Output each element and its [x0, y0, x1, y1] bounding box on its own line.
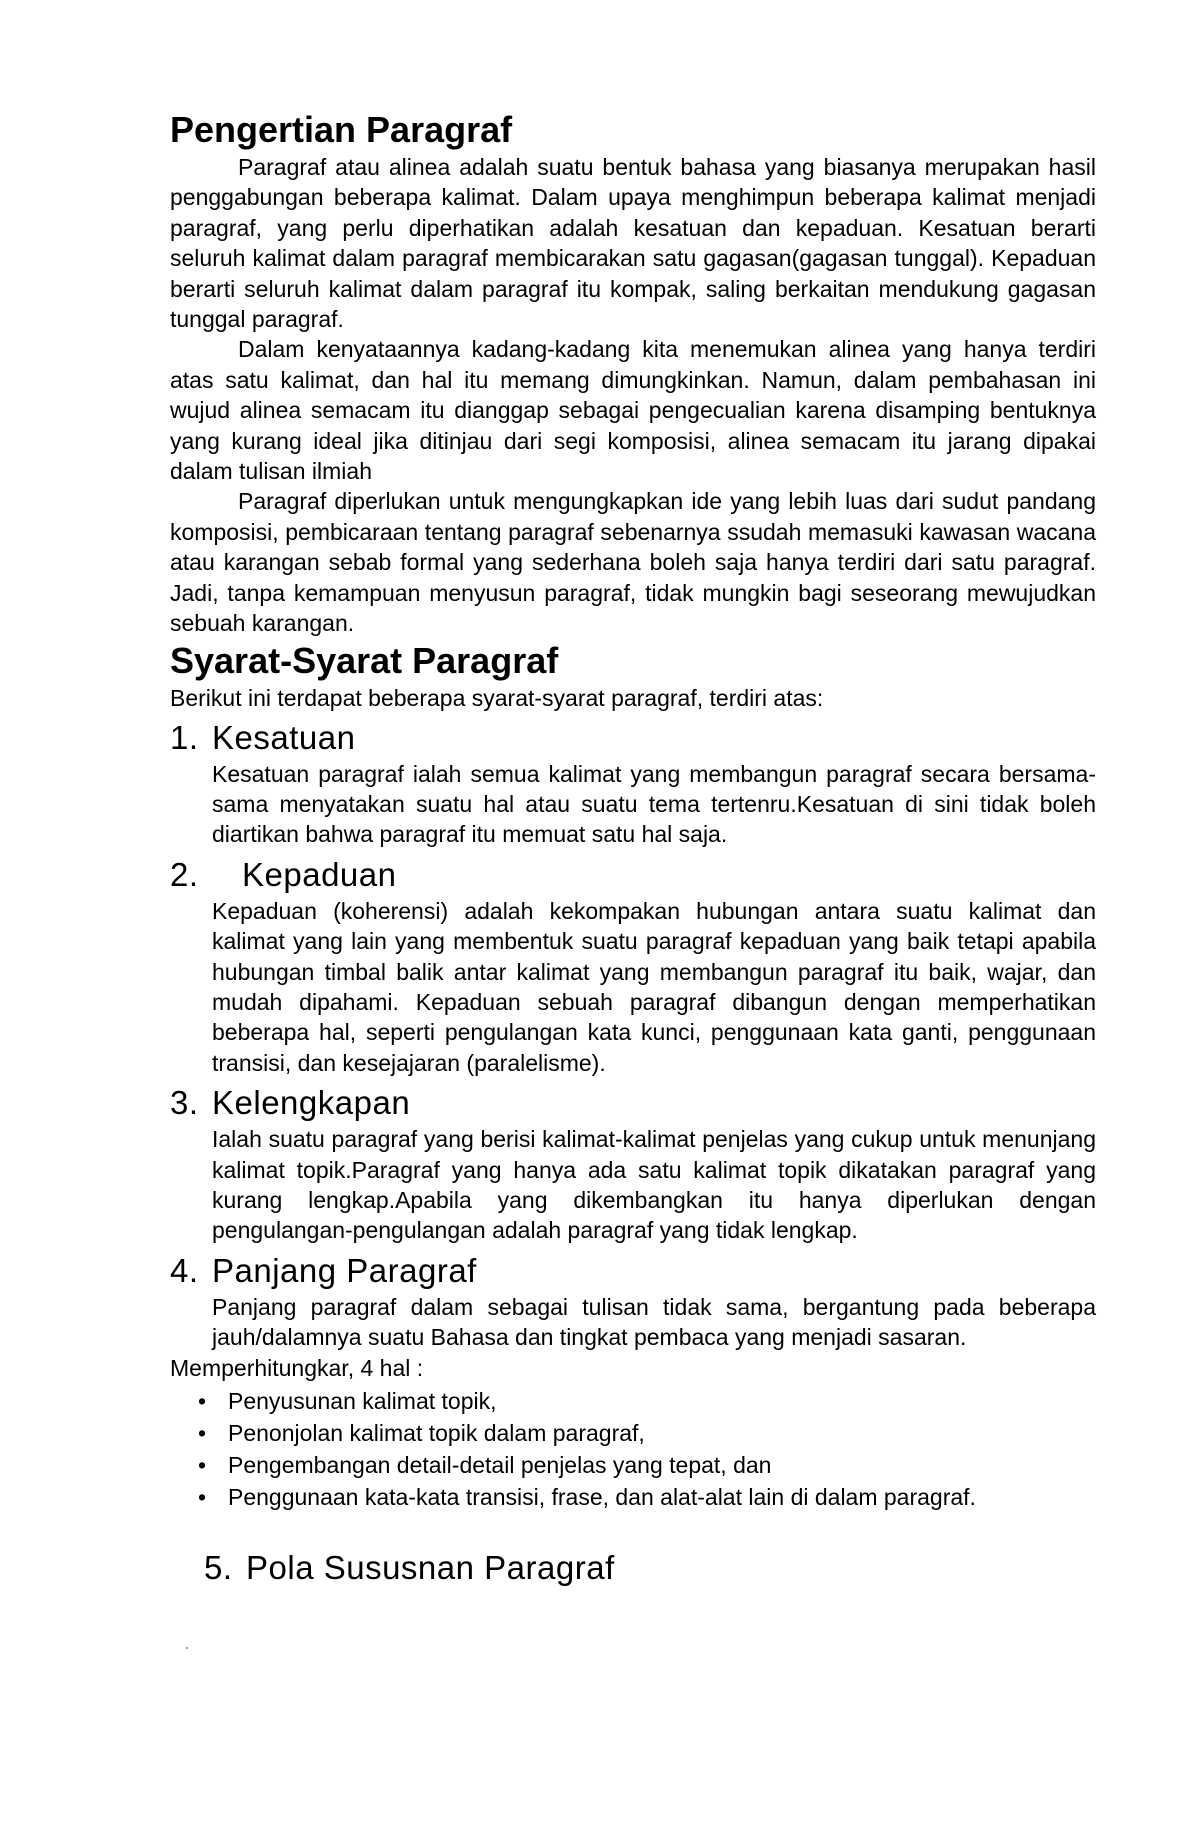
- paragraph: Paragraf diperlukan untuk mengungkapkan ide yang lebih luas dari sudut pandang komposisi, pembicaraan tentang paragraf sebenarnya ssudah memasuki kawasan wacana atau karangan sebab formal yang sederhana boleh saja hanya terdiri dari satu paragraf. Jadi, tanpa kemampuan menyusun paragraf, tidak mungkin bagi seseorang mewujudkan sebuah karangan.: [170, 488, 1096, 637]
- item-heading: Kesatuan: [212, 718, 356, 756]
- item-number: 1.: [170, 718, 199, 756]
- item-heading: Panjang Paragraf: [212, 1251, 477, 1289]
- consider-label: Memperhitungkar, 4 hal :: [170, 1354, 424, 1381]
- section-title-syarat: Syarat-Syarat Paragraf: [170, 639, 559, 681]
- item-heading: Kepaduan: [242, 855, 397, 893]
- item-number: 3.: [170, 1084, 199, 1122]
- subheading-panjang-paragraf: [170, 1250, 1096, 1292]
- bullet-icon: •: [198, 1451, 207, 1478]
- subheading-kepaduan: [170, 854, 1096, 896]
- item-number: 2.: [170, 855, 199, 893]
- list-item-text: Penggunaan kata-kata transisi, frase, dan alat-alat lain di dalam paragraf.: [228, 1483, 976, 1510]
- subheading-pola-susunan: [170, 1547, 1096, 1589]
- list-item-text: Pengembangan detail-detail penjelas yang tepat, dan: [228, 1451, 772, 1478]
- item-number: 4.: [170, 1251, 199, 1289]
- list-item: [198, 1481, 1096, 1513]
- section-title-pengertian: Pengertian Paragraf: [170, 109, 513, 150]
- item-number: 5.: [204, 1548, 233, 1586]
- item-text: Ialah suatu paragraf yang berisi kalimat-kalimat penjelas yang cukup untuk menunjang kalimat topik.Paragraf yang hanya ada satu kalimat topik dikatakan paragraf yang kurang lengkap.Apabila yang dikembangkan itu hanya diperlukan dengan pengulangan-pengulangan adalah paragraf yang tidak lengkap.: [212, 1126, 1096, 1244]
- list-item: [198, 1449, 1096, 1481]
- list-item: [198, 1385, 1096, 1417]
- item-heading: Kelengkapan: [212, 1084, 411, 1122]
- list-item: [198, 1417, 1096, 1449]
- paragraph: Paragraf atau alinea adalah suatu bentuk bahasa yang biasanya merupakan hasil penggabungan beberapa kalimat. Dalam upaya menghimpun beberapa kalimat menjadi paragraf, yang perlu diperhatikan adalah kesatuan dan kepaduan. Kesatuan berarti seluruh kalimat dalam paragraf membicarakan satu gagasan(gagasan tunggal). Kepaduan berarti seluruh kalimat dalam paragraf itu kompak, saling berkaitan mendukung gagasan tunggal paragraf.: [170, 154, 1096, 333]
- bullet-icon: •: [198, 1483, 207, 1510]
- bullet-icon: •: [198, 1419, 207, 1446]
- subheading-kelengkapan: [170, 1082, 1096, 1124]
- list-item-text: Penyusunan kalimat topik,: [228, 1387, 497, 1414]
- item-text: Panjang paragraf dalam sebagai tulisan tidak sama, bergantung pada beberapa jauh/dalamnya suatu Bahasa dan tingkat pembaca yang menjadi sasaran.: [212, 1293, 1096, 1351]
- stray-mark: [186, 1647, 188, 1649]
- item-text: Kesatuan paragraf ialah semua kalimat yang membangun paragraf secara bersama-sama menyatakan suatu hal atau suatu tema tertenru.Kesatuan di sini tidak boleh diartikan bahwa paragraf itu memuat satu hal saja.: [212, 760, 1096, 848]
- item-heading: Pola Sususnan Paragraf: [246, 1548, 615, 1586]
- item-text: Kepaduan (koherensi) adalah kekompakan hubungan antara suatu kalimat dan kalimat yang lain yang membentuk suatu paragraf kepaduan yang baik tetapi apabila hubungan timbal balik antar kalimat yang membangun paragraf itu baik, wajar, dan mudah dipahami. Kepaduan sebuah paragraf dibangun dengan memperhatikan beberapa hal, seperti pengulangan kata kunci, penggunaan kata ganti, penggunaan transisi, dan kesejajaran (paralelisme).: [212, 897, 1096, 1076]
- list-item-text: Penonjolan kalimat topik dalam paragraf,: [228, 1419, 645, 1446]
- bullet-icon: •: [198, 1387, 207, 1414]
- subheading-kesatuan: [170, 717, 1096, 759]
- bullet-list: [170, 1385, 1096, 1513]
- paragraph: Dalam kenyataannya kadang-kadang kita menemukan alinea yang hanya terdiri atas satu kalimat, dan hal itu memang dimungkinkan. Namun, dalam pembahasan ini wujud alinea semacam itu dianggap sebagai pengecualian karena disamping bentuknya yang kurang ideal jika ditinjau dari segi komposisi, alinea semacam itu jarang dipakai dalam tulisan ilmiah: [170, 336, 1096, 485]
- section-intro: Berikut ini terdapat beberapa syarat-syarat paragraf, terdiri atas:: [170, 684, 824, 711]
